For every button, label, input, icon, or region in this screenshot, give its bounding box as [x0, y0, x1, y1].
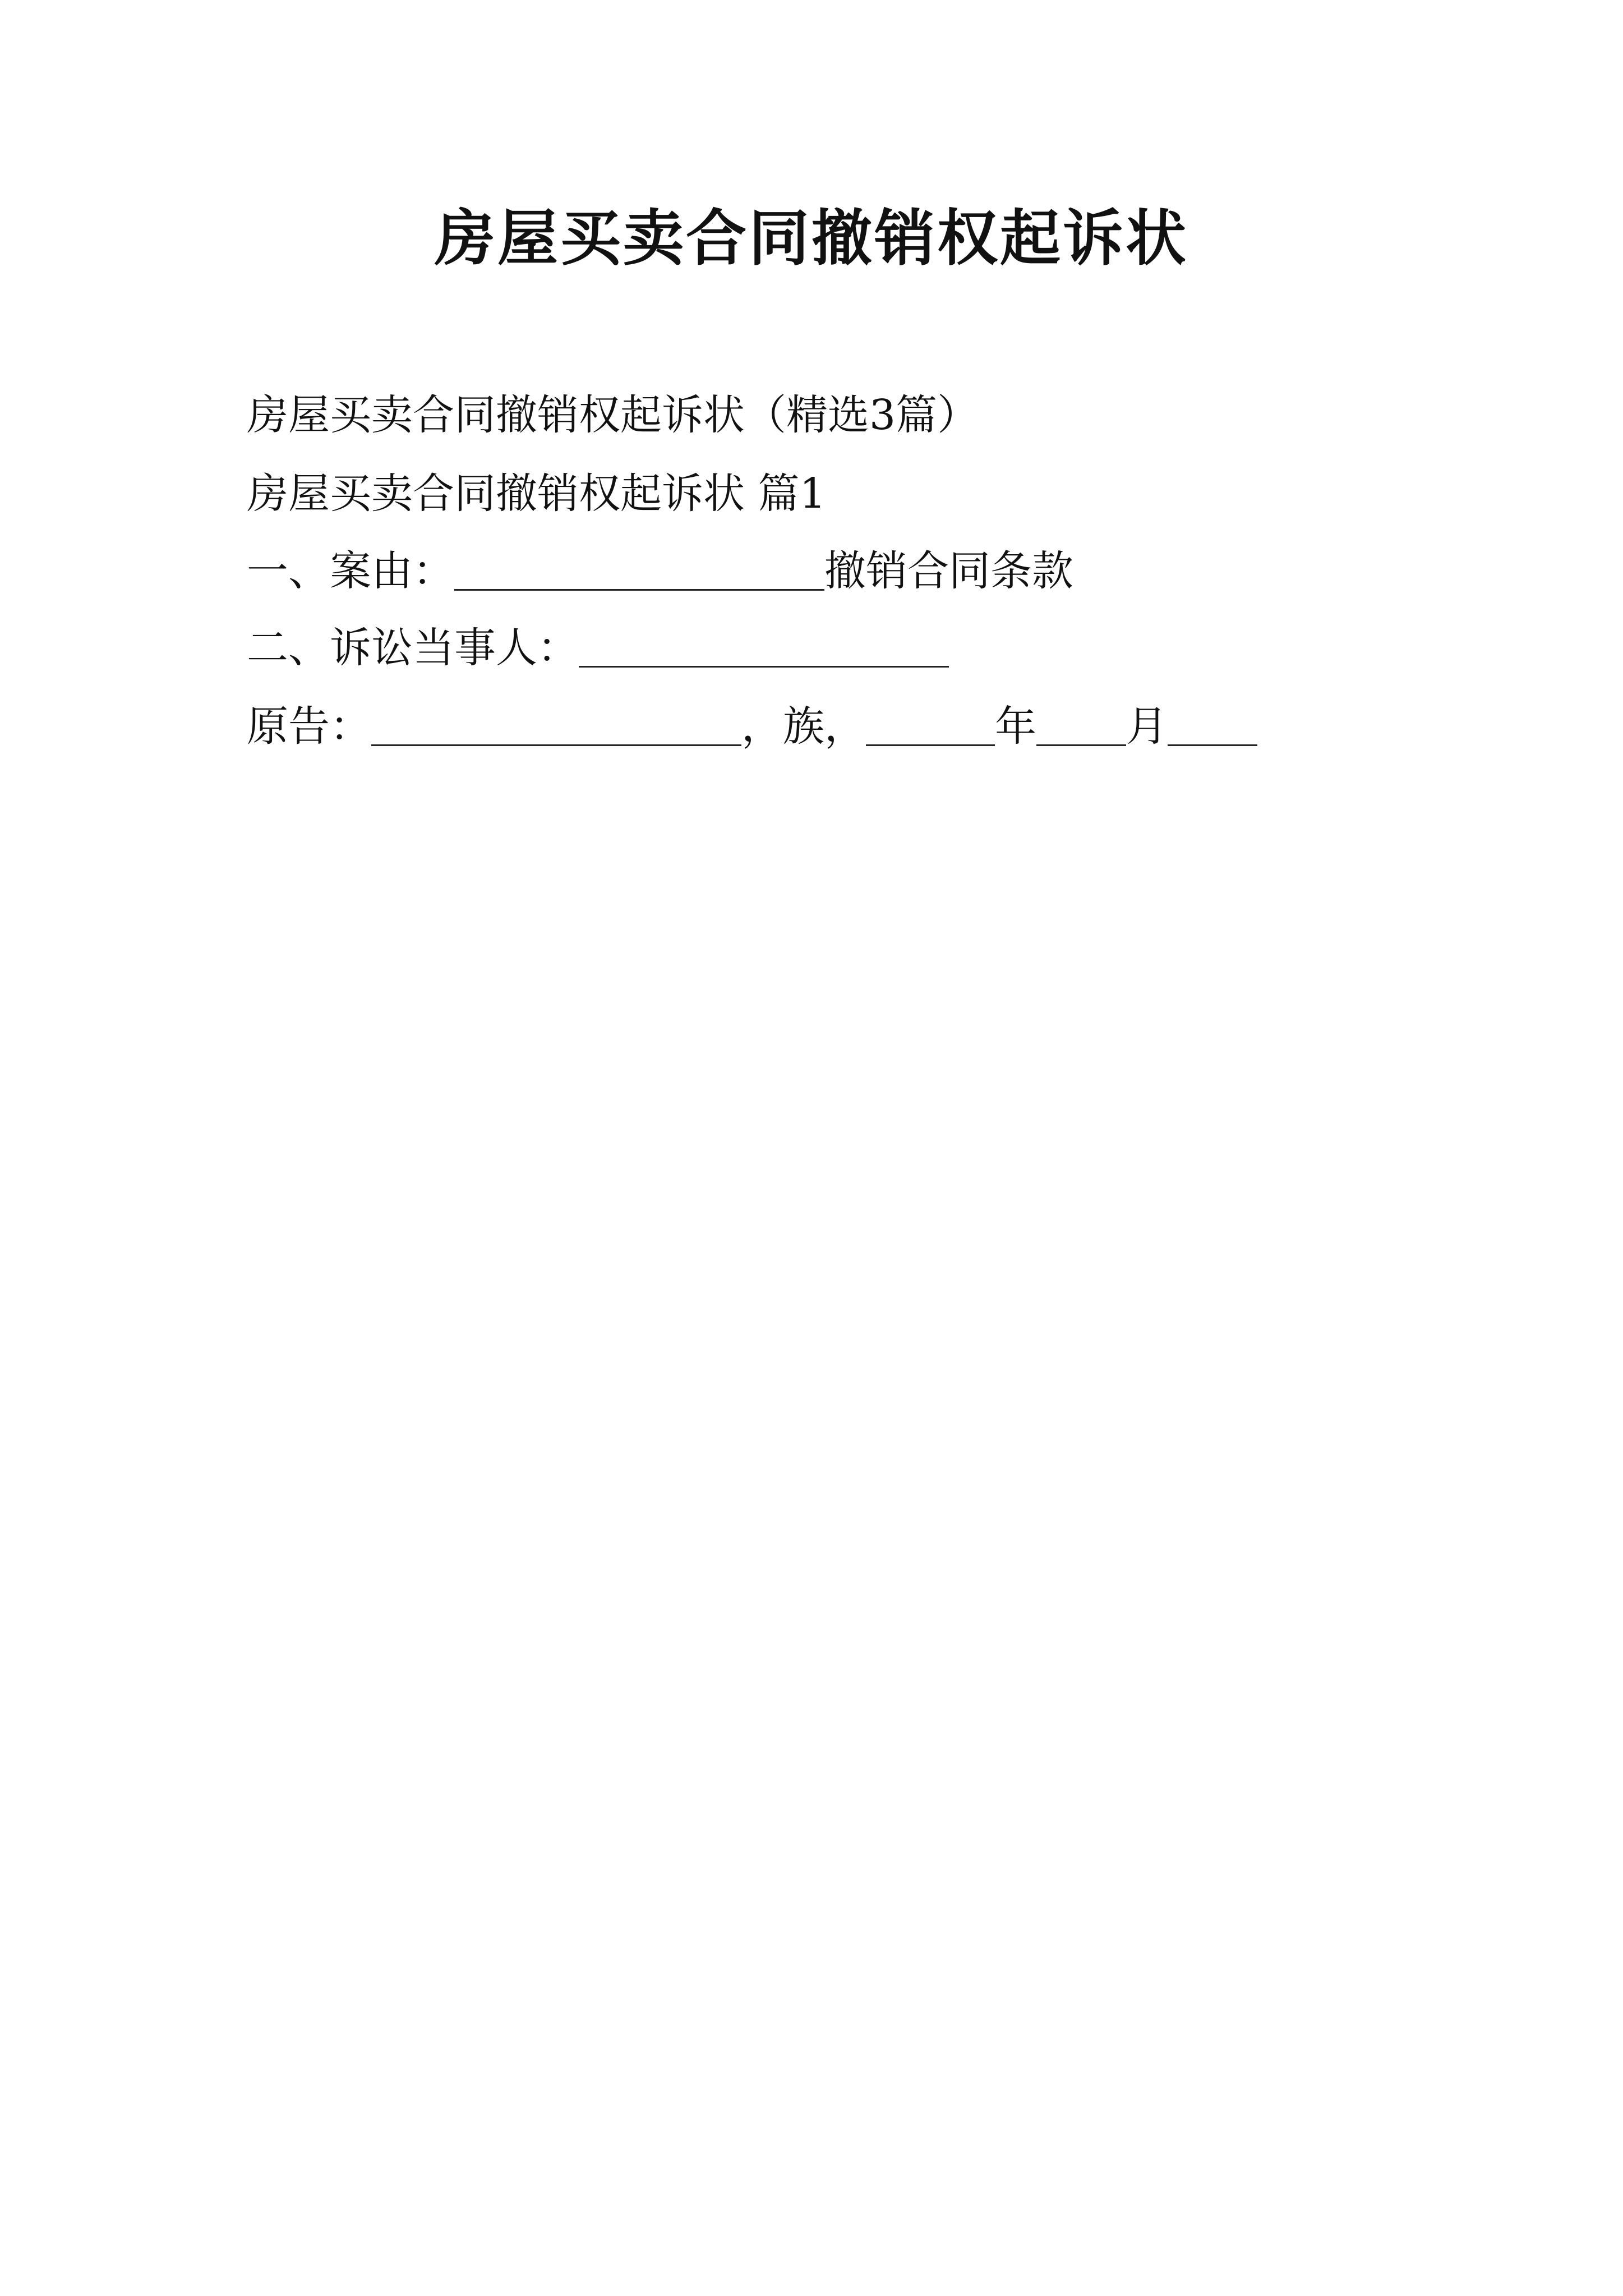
day-blank	[1168, 705, 1257, 746]
case-cause-blank	[454, 550, 824, 591]
plaintiff-name-blank	[371, 705, 741, 746]
case-cause-text: 撤销合同条款	[824, 547, 1073, 595]
parties-blank	[579, 627, 949, 668]
month-blank	[1036, 705, 1126, 746]
parties-line	[247, 620, 949, 676]
year-blank	[866, 705, 995, 746]
subtitle-line: 房屋买卖合同撤销权起诉状（精选3篇）	[247, 391, 979, 439]
plaintiff-label: 原告：	[247, 702, 371, 751]
parties-label: 二、诉讼当事人：	[247, 624, 579, 672]
case-cause-line	[247, 543, 1073, 599]
plaintiff-line	[247, 698, 1257, 754]
month-label: 月	[1126, 702, 1168, 751]
section-heading: 房屋买卖合同撤销权起诉状 篇1	[247, 470, 826, 518]
case-cause-label: 一、案由：	[247, 547, 454, 595]
ethnicity-label: ，族，	[741, 702, 866, 751]
document-title: 房屋买卖合同撤销权起诉状	[434, 203, 1188, 274]
year-label: 年	[995, 702, 1036, 751]
